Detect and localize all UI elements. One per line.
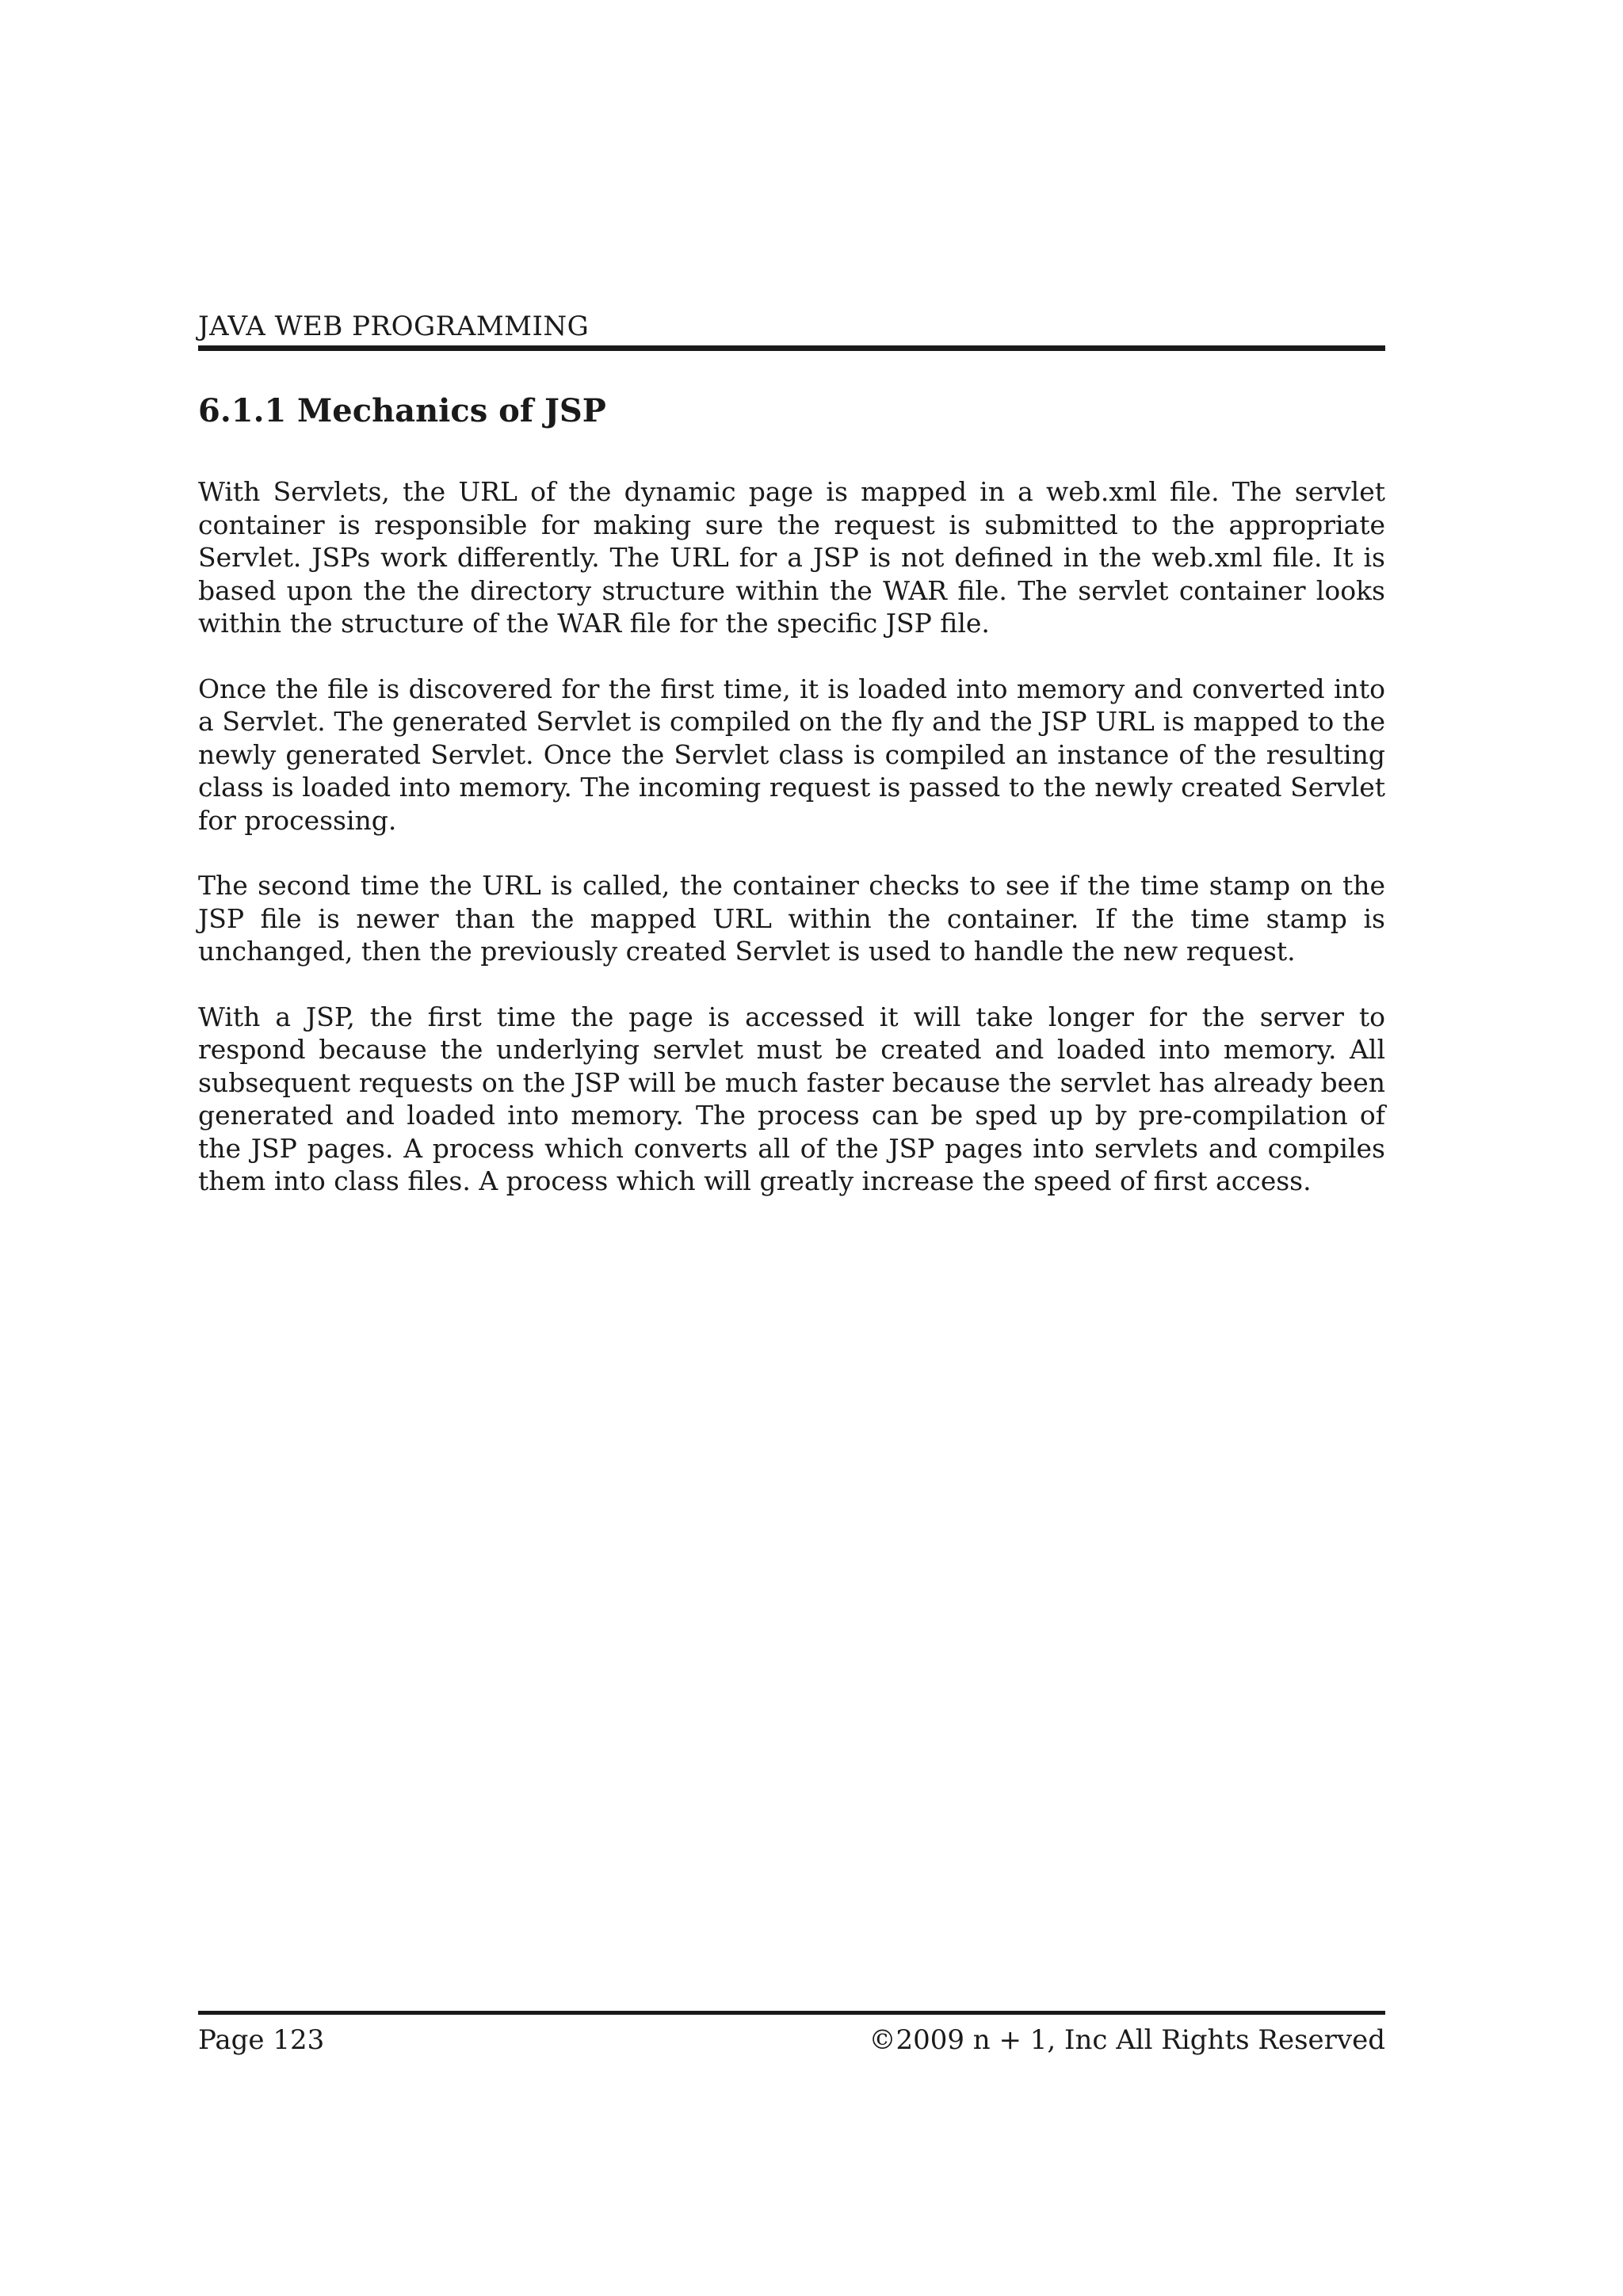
running-header: JAVA WEB PROGRAMMING [198, 311, 590, 342]
paragraph: With Servlets, the URL of the dynamic page is mapped in a web.xml file. The servlet container is responsible for making sure the request is submitted to the appropriate Servlet. JSPs work differently. The URL for a JSP is not defined in the web.xml file. It is based upon the the directory structure within the WAR file. The servlet container looks within the structure of the WAR file for the specific JSP file. [198, 476, 1385, 639]
paragraph: With a JSP, the first time the page is accessed it will take longer for the server to respond because the underlying servlet must be created and loaded into memory. All subsequent requests on the JSP will be much faster because the servlet has already been generated and loaded into memory. The process can be sped up by pre-compilation of the JSP pages. A process which converts all of the JSP pages into servlets and compiles them into class files. A process which will greatly increase the speed of first access. [198, 1001, 1385, 1196]
footer-rule [198, 2011, 1385, 2015]
section-number: 6.1.1 [198, 392, 287, 429]
body-text [198, 475, 1385, 1230]
page-number: Page 123 [198, 2024, 325, 2056]
header-rule [198, 345, 1385, 351]
paragraph: Once the file is discovered for the first time, it is loaded into memory and converted into a Servlet. The generated Servlet is compiled on the fly and the JSP URL is mapped to the newly generated Servlet. Once the Servlet class is compiled an instance of the resulting class is loaded into memory. The incoming request is passed to the newly created Servlet for processing. [198, 673, 1385, 836]
section-heading [198, 391, 1385, 431]
copyright-notice: ©2009 n + 1, Inc All Rights Reserved [869, 2024, 1385, 2056]
paragraph: The second time the URL is called, the container checks to see if the time stamp on the JSP file is newer than the mapped URL within the container. If the time stamp is unchanged, then the previously created Servlet is used to handle the new request. [198, 870, 1385, 967]
section-title: Mechanics of JSP [297, 392, 606, 429]
page-footer [198, 2023, 1385, 2058]
